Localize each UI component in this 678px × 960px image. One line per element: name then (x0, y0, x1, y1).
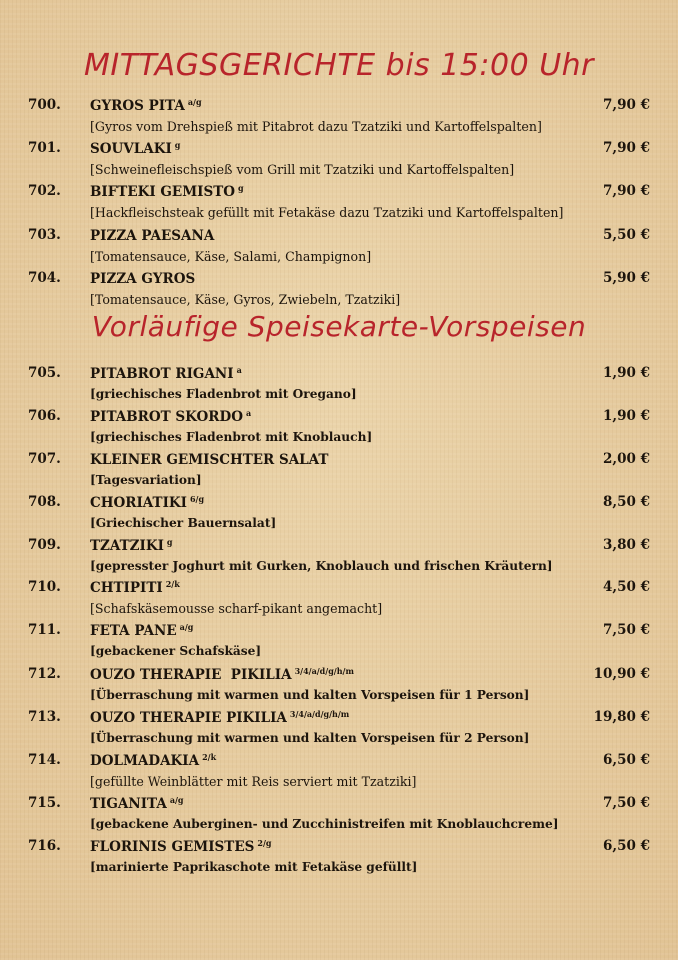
item-number: 703. (28, 227, 61, 243)
item-description: [gebackene Auberginen- und Zucchinistreifen mit Knoblauchcreme] (90, 817, 559, 831)
menu-item-713 (0, 709, 678, 751)
item-price: 7,90 € (603, 140, 650, 156)
allergen-code: 3/4/a/d/g/h/m (294, 666, 354, 676)
item-number: 710. (28, 579, 61, 595)
item-name: GYROS PITA $^{a/g}$ (90, 97, 202, 114)
allergen-code: 6/g (189, 494, 205, 504)
menu-item-714 (0, 752, 678, 794)
item-price: 19,80 € (593, 709, 650, 725)
menu-item-715 (0, 795, 678, 837)
menu-item-707 (0, 451, 678, 493)
item-description: [Gyros vom Drehspieß mit Pitabrot dazu Tzatziki und Kartoffelspalten] (90, 119, 542, 134)
allergen-code: a (245, 408, 252, 418)
item-price: 1,90 € (603, 365, 650, 381)
item-description: [Hackfleischsteak gefüllt mit Fetakäse dazu Tzatziki und Kartoffelspalten] (90, 205, 564, 220)
item-number: 708. (28, 494, 61, 510)
item-price: 7,50 € (603, 622, 650, 638)
item-description: [Tagesvariation] (90, 473, 202, 487)
item-price: 5,90 € (603, 270, 650, 286)
item-name: CHTIPITI $^{2/k}$ (90, 579, 180, 596)
item-description: [Tomatensauce, Käse, Gyros, Zwiebeln, Tzatziki] (90, 292, 401, 307)
item-name: PIZZA PAESANA (90, 228, 215, 244)
menu-item-701 (0, 140, 678, 182)
item-description: [Schafskäsemousse scharf-pikant angemacht] (90, 601, 383, 616)
menu-item-702 (0, 183, 678, 225)
menu-item-703 (0, 227, 678, 269)
item-name: PITABROT RIGANI $^a$ (90, 365, 242, 382)
item-description: [griechisches Fladenbrot mit Knoblauch] (90, 430, 373, 444)
menu-item-712 (0, 666, 678, 708)
menu-item-700 (0, 97, 678, 139)
allergen-code: a (236, 365, 242, 375)
item-name: OUZO THERAPIE PIKILIA $^{3/4/a/d/g/h/m}$ (90, 666, 354, 683)
item-number: 706. (28, 408, 61, 424)
item-number: 714. (28, 752, 61, 768)
item-number: 700. (28, 97, 61, 113)
menu-item-716 (0, 838, 678, 880)
allergen-code: a/g (169, 795, 184, 805)
item-price: 5,50 € (603, 227, 650, 243)
menu-item-709 (0, 537, 678, 579)
item-name: TZATZIKI $^g$ (90, 537, 173, 554)
item-name: TIGANITA $^{a/g}$ (90, 795, 184, 812)
item-price: 1,90 € (603, 408, 650, 424)
item-number: 705. (28, 365, 61, 381)
item-name: CHORIATIKI $^{6/g}$ (90, 494, 205, 511)
item-name: OUZO THERAPIE PIKILIA $^{3/4/a/d/g/h/m}$ (90, 709, 350, 726)
item-price: 4,50 € (603, 579, 650, 595)
allergen-code: 2/k (202, 752, 217, 762)
item-number: 707. (28, 451, 61, 467)
item-description: [Überraschung mit warmen und kalten Vorspeisen für 2 Person] (90, 731, 530, 745)
item-name: SOUVLAKI $^g$ (90, 140, 181, 157)
allergen-code: 2/g (257, 838, 272, 848)
item-number: 713. (28, 709, 61, 725)
allergen-code: a/g (179, 622, 194, 632)
item-name: DOLMADAKIA $^{2/k}$ (90, 752, 217, 769)
item-name: PIZZA GYROS (90, 271, 196, 287)
item-price: 7,90 € (603, 97, 650, 113)
item-price: 7,50 € (603, 795, 650, 811)
item-name: BIFTEKI GEMISTO $^g$ (90, 183, 244, 200)
item-number: 704. (28, 270, 61, 286)
menu-item-704 (0, 270, 678, 312)
item-name: PITABROT SKORDO $^a$ (90, 408, 252, 425)
item-price: 2,00 € (603, 451, 650, 467)
item-name: KLEINER GEMISCHTER SALAT (90, 452, 329, 468)
menu-item-705 (0, 365, 678, 407)
item-description: [Schweinefleischspieß vom Grill mit Tzatziki und Kartoffelspalten] (90, 162, 515, 177)
item-description: [Überraschung mit warmen und kalten Vorspeisen für 1 Person] (90, 688, 530, 702)
item-description: [gebackener Schafskäse] (90, 644, 262, 658)
item-number: 702. (28, 183, 61, 199)
item-number: 711. (28, 622, 61, 638)
item-number: 715. (28, 795, 61, 811)
item-description: [Griechischer Bauernsalat] (90, 516, 277, 530)
item-description: [Tomatensauce, Käse, Salami, Champignon] (90, 249, 372, 264)
allergen-code: a/g (187, 97, 202, 107)
allergen-code: g (166, 537, 173, 547)
allergen-code: 3/4/a/d/g/h/m (289, 709, 350, 719)
menu-item-710 (0, 579, 678, 621)
item-description: [marinierte Paprikaschote mit Fetakäse gefüllt] (90, 860, 418, 874)
item-price: 8,50 € (603, 494, 650, 510)
menu-item-708 (0, 494, 678, 536)
item-price: 6,50 € (603, 838, 650, 854)
allergen-code: g (174, 140, 181, 150)
item-price: 7,90 € (603, 183, 650, 199)
item-price: 3,80 € (603, 537, 650, 553)
menu-item-711 (0, 622, 678, 664)
item-description: [gepresster Joghurt mit Gurken, Knoblauch und frischen Kräutern] (90, 559, 553, 573)
item-price: 6,50 € (603, 752, 650, 768)
allergen-code: 2/k (165, 579, 180, 589)
section-title-vorspeisen: Vorläufige Speisekarte-Vorspeisen (91, 310, 587, 343)
item-number: 709. (28, 537, 61, 553)
item-price: 10,90 € (593, 666, 650, 682)
section-title-mittagsgerichte: MITTAGSGERICHTE bis 15:00 Uhr (84, 48, 594, 83)
item-number: 716. (28, 838, 61, 854)
item-name: FLORINIS GEMISTES $^{2/g}$ (90, 838, 272, 855)
item-description: [griechisches Fladenbrot mit Oregano] (90, 387, 357, 401)
item-description: [gefüllte Weinblätter mit Reis serviert mit Tzatziki] (90, 774, 417, 789)
item-number: 712. (28, 666, 61, 682)
allergen-code: g (238, 183, 244, 193)
menu-item-706 (0, 408, 678, 450)
item-number: 701. (28, 140, 61, 156)
item-name: FETA PANE $^{a/g}$ (90, 622, 194, 639)
